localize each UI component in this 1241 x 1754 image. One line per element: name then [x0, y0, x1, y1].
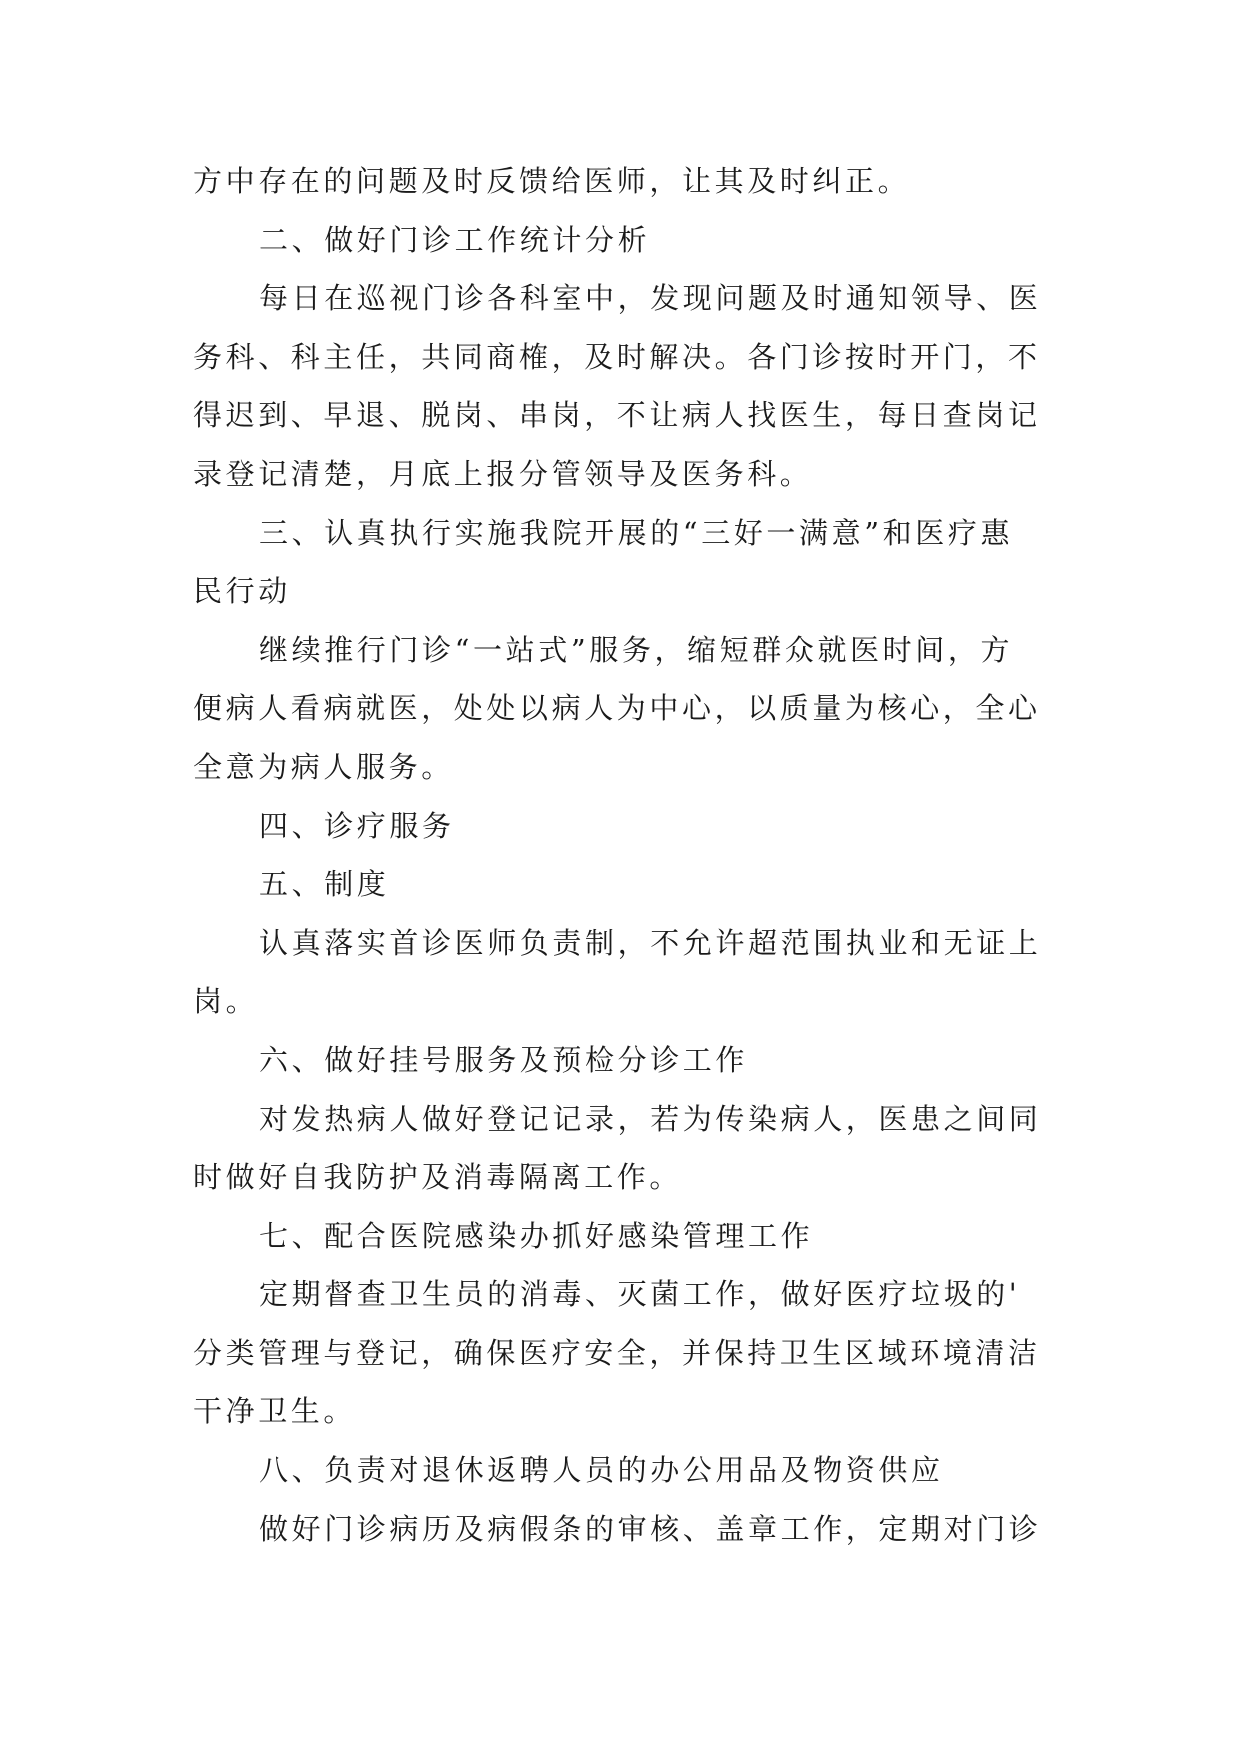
text-line: 岗。	[193, 984, 259, 1019]
text-line: 分类管理与登记，确保医疗安全，并保持卫生区域环境清洁	[193, 1335, 1041, 1370]
document-body	[193, 152, 1053, 1558]
section-heading: 二、做好门诊工作统计分析	[259, 222, 651, 257]
text-line: 对发热病人做好登记记录，若为传染病人，医患之间同	[259, 1101, 1042, 1136]
section-heading-continued: 民行动	[193, 574, 291, 609]
text-line: 便病人看病就医，处处以病人为中心，以质量为核心，全心	[193, 691, 1041, 726]
text-line: 得迟到、早退、脱岗、串岗，不让病人找医生，每日查岗记	[193, 398, 1041, 433]
section-heading: 四、诊疗服务	[259, 808, 455, 843]
text-line: 认真落实首诊医师负责制，不允许超范围执业和无证上	[259, 925, 1042, 960]
text-line: 干净卫生。	[193, 1394, 357, 1429]
section-heading: 八、负责对退休返聘人员的办公用品及物资供应	[259, 1453, 944, 1488]
text-line: 务科、科主任，共同商榷，及时解决。各门诊按时开门，不	[193, 339, 1041, 374]
text-line: 时做好自我防护及消毒隔离工作。	[193, 1160, 683, 1195]
text-line: 录登记清楚，月底上报分管领导及医务科。	[193, 456, 813, 491]
text-line: 每日在巡视门诊各科室中，发现问题及时通知领导、医	[259, 281, 1042, 316]
section-heading: 五、制度	[259, 867, 390, 902]
section-heading: 六、做好挂号服务及预检分诊工作	[259, 1042, 749, 1077]
text-line: 全意为病人服务。	[193, 749, 454, 784]
text-line: 定期督查卫生员的消毒、灭菌工作，做好医疗垃圾的'	[259, 1277, 1021, 1312]
section-heading: 七、配合医院感染办抓好感染管理工作	[259, 1218, 814, 1253]
text-line: 方中存在的问题及时反馈给医师，让其及时纠正。	[193, 164, 911, 198]
text-line: 做好门诊病历及病假条的审核、盖章工作，定期对门诊	[259, 1511, 1042, 1546]
text-line: 继续推行门诊“一站式”服务，缩短群众就医时间，方	[259, 632, 1014, 667]
section-heading: 三、认真执行实施我院开展的“三好一满意”和医疗惠	[259, 515, 1014, 550]
